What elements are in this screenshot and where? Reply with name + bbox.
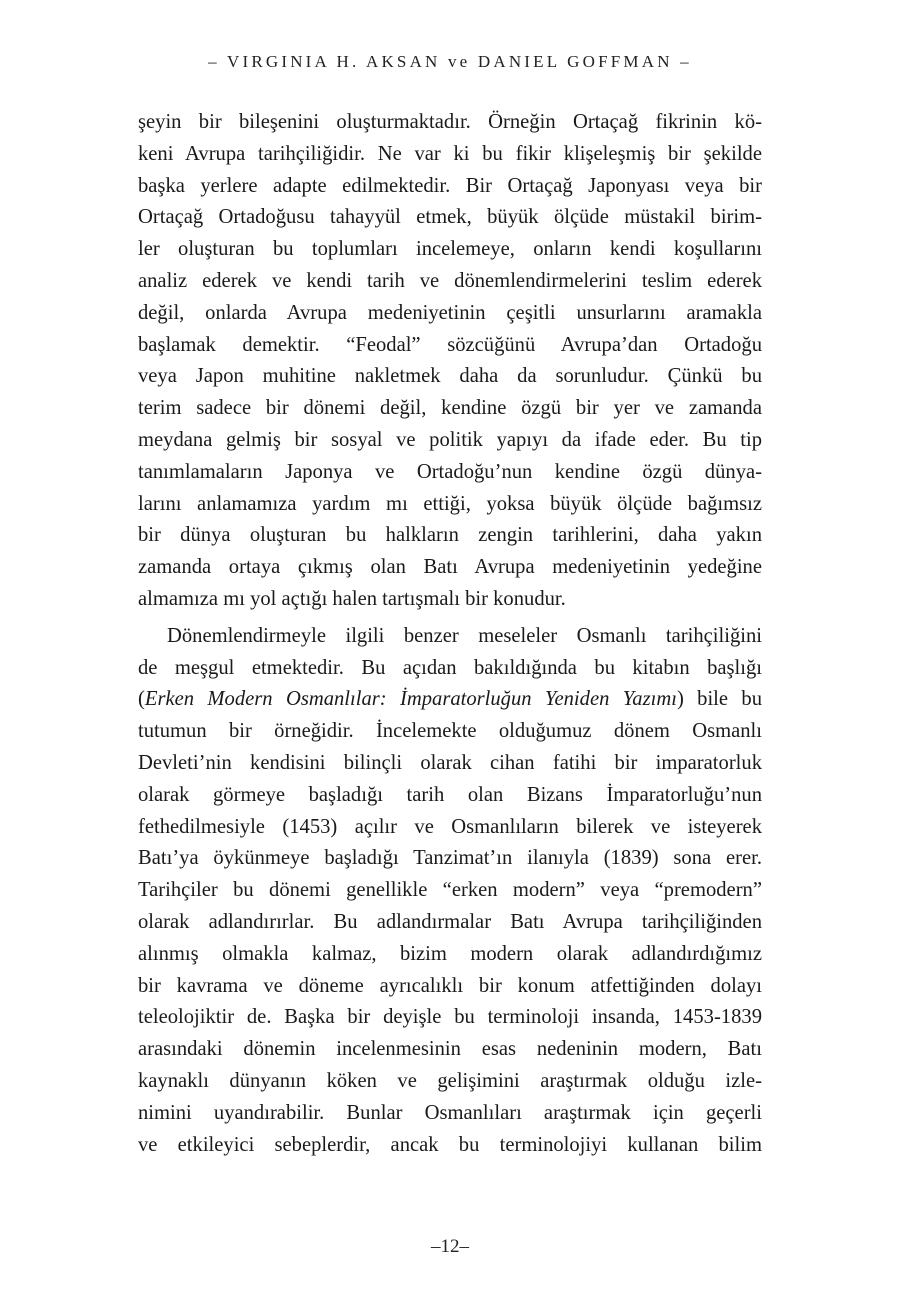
text-line: veya Japon muhitine nakletmek daha da sorunludur. Çünkü bu [138,365,762,388]
text-line: bir dünya oluşturan bu halkların zengin tarihlerini, daha yakın [138,524,762,547]
body-text [138,107,762,1161]
text-line: nimini uyandırabilir. Bunlar Osmanlıları araştırmak için geçerli [138,1101,762,1124]
text-line: ler oluşturan bu toplumları incelemeye, onların kendi koşullarını [138,238,762,261]
page-number: –12– [431,1236,469,1257]
text-line: almamıza mı yol açtığı halen tartışmalı bir konudur. [138,587,566,610]
text-line: değil, onlarda Avrupa medeniyetinin çeşitli unsurlarını aramakla [138,301,762,324]
running-head: – VIRGINIA H. AKSAN ve DANIEL GOFFMAN – [208,52,692,71]
text-line: de meşgul etmektedir. Bu açıdan bakıldığında bu kitabın başlığı [138,656,762,679]
text-line: başka yerlere adapte edilmektedir. Bir Ortaçağ Japonyası veya bir [138,174,762,197]
text-line: tutumun bir örneğidir. İncelemekte olduğumuz dönem Osmanlı [138,720,762,743]
paragraph-2 [138,621,762,1162]
text-line: tanımlamaların Japonya ve Ortadoğu’nun kendine özgü dünya- [138,460,762,483]
text-line: terim sadece bir dönemi değil, kendine özgü bir yer ve zamanda [138,397,762,420]
text-line-with-title [138,684,762,716]
title-trailing-text: ) bile bu [676,688,762,711]
text-line: Devleti’nin kendisini bilinçli olarak cihan fatihi bir imparatorluk [138,751,762,774]
book-title: Erken Modern Osmanlılar: İmparatorluğun Yeniden Yazımı [144,688,677,711]
text-line: Dönemlendirmeyle ilgili benzer meseleler Osmanlı tarihçiliğini [167,624,762,647]
text-line: ve etkileyici sebeplerdir, ancak bu terminolojiyi kullanan bilim [138,1133,762,1156]
text-line: olarak görmeye başladığı tarih olan Bizans İmparatorluğu’nun [138,783,762,806]
text-line: teleolojiktir de. Başka bir deyişle bu terminoloji insanda, 1453-1839 [138,1006,762,1029]
text-line: fethedilmesiyle (1453) açılır ve Osmanlıların bilerek ve isteyerek [138,815,762,838]
text-line: Batı’ya öykünmeye başladığı Tanzimat’ın ilanıyla (1839) sona erer. [138,847,762,870]
text-line: başlamak demektir. “Feodal” sözcüğünü Avrupa’dan Ortadoğu [138,333,762,356]
text-line: analiz ederek ve kendi tarih ve dönemlendirmelerini teslim ederek [138,269,762,292]
open-paren: ( [138,688,145,711]
text-line: alınmış olmakla kalmaz, bizim modern olarak adlandırdığımız [138,942,762,965]
text-line: zamanda ortaya çıkmış olan Batı Avrupa medeniyetinin yedeğine [138,556,762,579]
text-line: meydana gelmiş bir sosyal ve politik yapıyı da ifade eder. Bu tip [138,428,762,451]
text-line: Ortaçağ Ortadoğusu tahayyül etmek, büyük ölçüde müstakil birim- [138,206,762,229]
text-line: larını anlamamıza yardım mı ettiği, yoksa büyük ölçüde bağımsız [138,492,762,515]
paragraph-1 [138,107,762,616]
text-line: olarak adlandırırlar. Bu adlandırmalar Batı Avrupa tarihçiliğinden [138,910,762,933]
text-line: Tarihçiler bu dönemi genellikle “erken modern” veya “premodern” [138,879,762,902]
text-line: bir kavrama ve döneme ayrıcalıklı bir konum atfettiğinden dolayı [138,974,762,997]
text-line: şeyin bir bileşenini oluşturmaktadır. Örneğin Ortaçağ fikrinin kö- [138,111,762,133]
text-line: arasındaki dönemin incelenmesinin esas nedeninin modern, Batı [138,1038,762,1061]
text-line: keni Avrupa tarihçiliğidir. Ne var ki bu fikir klişeleşmiş bir şekilde [138,142,762,165]
text-line: kaynaklı dünyanın köken ve gelişimini araştırmak olduğu izle- [138,1069,762,1092]
